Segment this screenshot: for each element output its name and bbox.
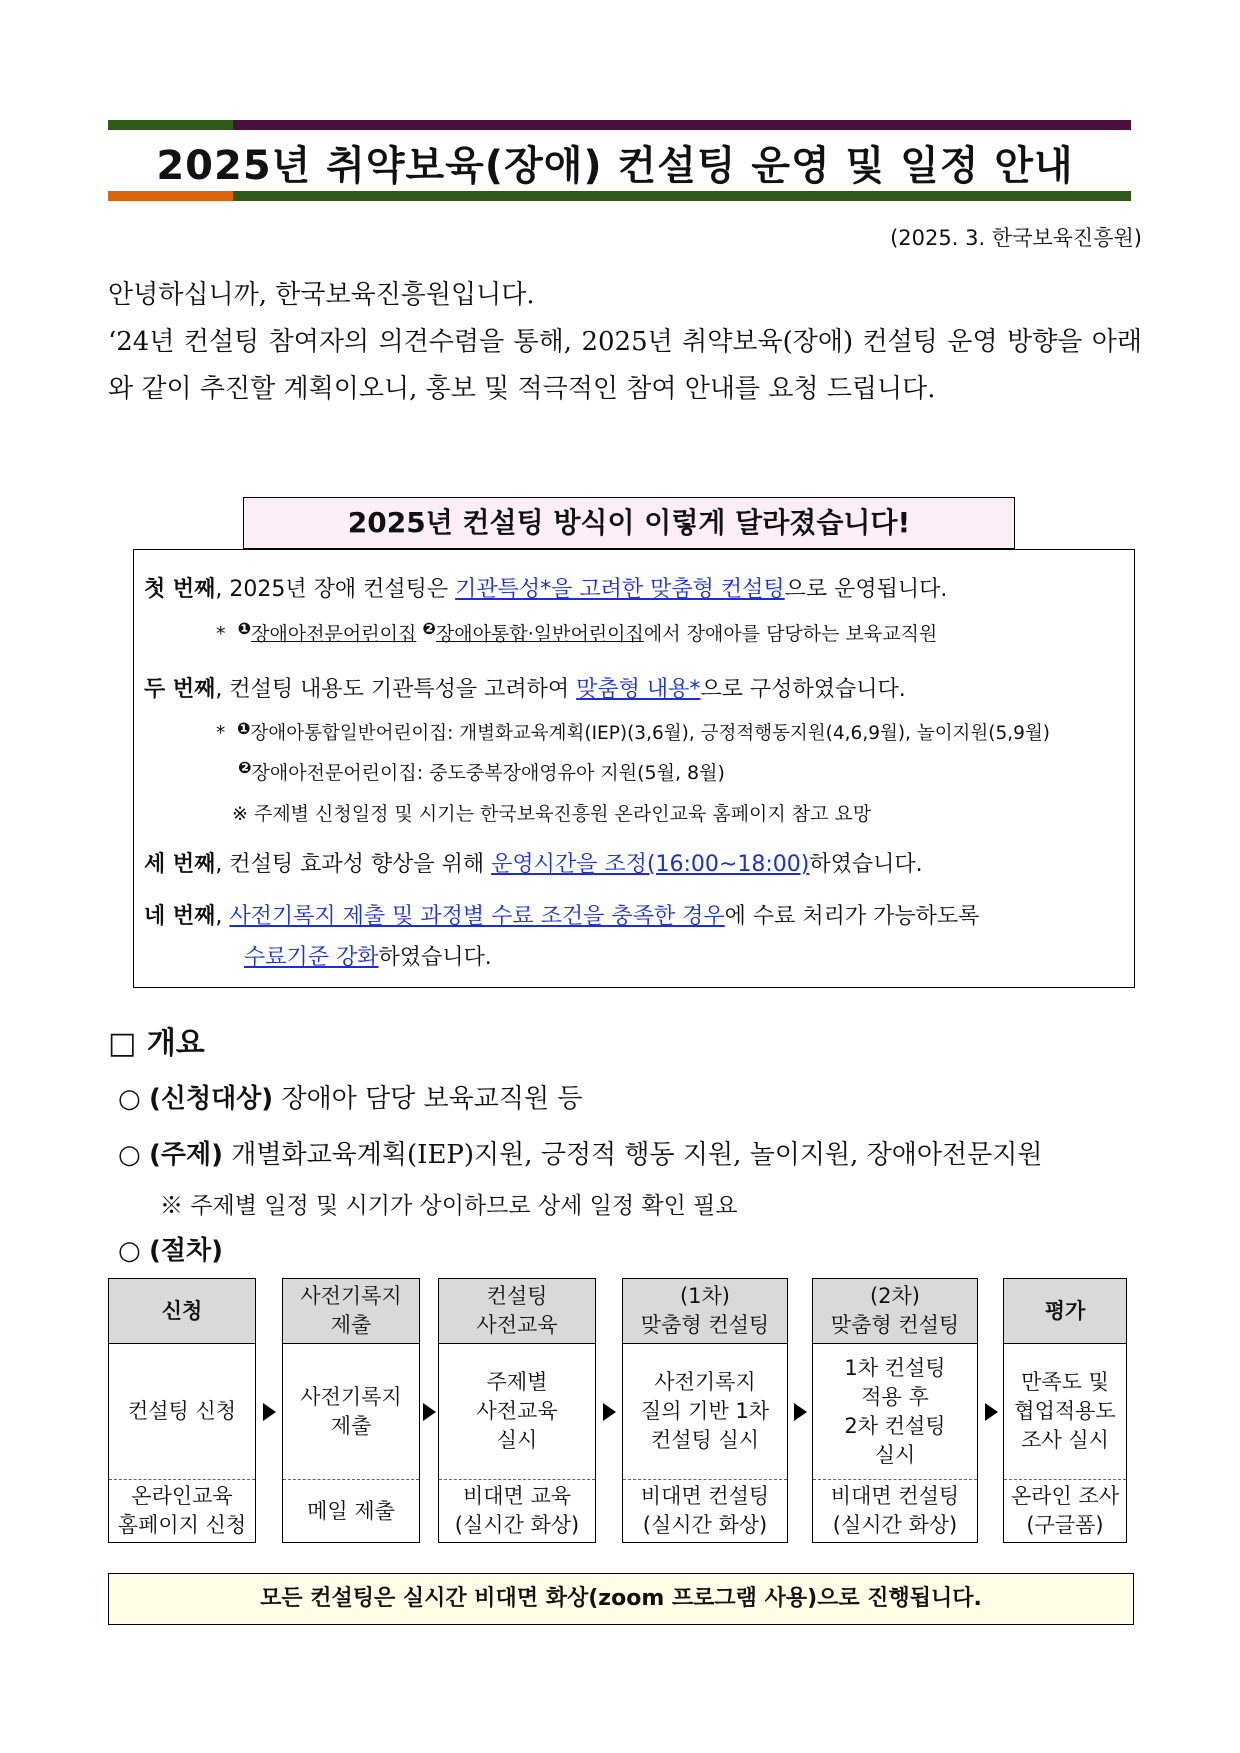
process-step-mid: 컨설팅 신청 (109, 1344, 255, 1480)
arrow-right-icon (985, 1403, 998, 1421)
process-step (438, 1278, 596, 1543)
process-step (108, 1278, 256, 1543)
second-label: 두 번째 (144, 677, 216, 702)
title-bottom-bar-right (233, 191, 1131, 201)
first-note-a: 장애아전문어린이집 (251, 623, 417, 645)
process-step (1003, 1278, 1127, 1543)
number-1-icon: ❶ (237, 719, 251, 738)
second-note-3: ※ 주제별 신청일정 및 시기는 한국보육진흥원 온라인교육 홈페이지 참고 요망 (232, 803, 872, 825)
highlight-title: 2025년 컨설팅 방식이 이렇게 달라졌습니다! (243, 497, 1015, 549)
arrow-right-icon (603, 1403, 616, 1421)
process-step-bot: 비대면 컨설팅 (실시간 화상) (640, 1484, 770, 1537)
fourth-post: 에 수료 처리가 가능하도록 (724, 904, 980, 929)
process-step-bot: 메일 제출 (307, 1498, 395, 1523)
second-change (144, 672, 906, 703)
arrow-right-icon (263, 1403, 276, 1421)
fourth-label: 네 번째 (144, 904, 216, 929)
page-title: 2025년 취약보육(장애) 컨설팅 운영 및 일정 안내 (156, 143, 1074, 189)
third-change (144, 847, 923, 878)
topic-label: (주제) (148, 1140, 223, 1170)
first-link: 기관특성*을 고려한 맞춤형 컨설팅 (455, 577, 785, 602)
second-note-1 (216, 719, 1050, 745)
process-step-head: 신청 (109, 1279, 255, 1344)
topic-line (118, 1134, 1043, 1171)
second-note-2 (238, 758, 725, 785)
process-step-mid: 만족도 및 협업적용도 조사 실시 (1004, 1344, 1126, 1480)
circle-bullet-icon: ○ (118, 1140, 141, 1170)
process-step-head: (2차) 맞춤형 컨설팅 (813, 1279, 977, 1344)
third-link: 운영시간을 조정(16:00~18:00) (491, 852, 810, 877)
process-step-head: 사전기록지 제출 (283, 1279, 419, 1344)
arrow-right-icon (794, 1403, 807, 1421)
process-step (812, 1278, 978, 1543)
process-step-bot: 온라인 조사 (구글폼) (1010, 1484, 1120, 1537)
number-1-icon: ❶ (237, 619, 252, 638)
process-step-bot: 비대면 교육 (실시간 화상) (454, 1484, 580, 1537)
target-line (118, 1078, 583, 1115)
third-label: 세 번째 (144, 852, 216, 877)
second-link: 맞춤형 내용* (576, 677, 701, 702)
third-post: 하였습니다. (809, 852, 923, 877)
fourth-cont-link: 수료기준 강화 (244, 945, 379, 970)
process-step-head: (1차) 맞춤형 컨설팅 (623, 1279, 787, 1344)
first-post: 으로 운영됩니다. (784, 577, 948, 602)
second-note-1-text: 장애아통합일반어린이집: 개별화교육계획(IEP)(3,6월), 긍정적행동지원(4,6,9월), 놀이지원(5,9월) (250, 723, 1051, 744)
process-step-bot: 온라인교육 홈페이지 신청 (117, 1484, 247, 1537)
process-line (118, 1230, 223, 1267)
target-text: 장애아 담당 보육교직원 등 (281, 1084, 583, 1114)
process-step-head: 컨설팅 사전교육 (439, 1279, 595, 1344)
fourth-change-cont (244, 940, 492, 971)
first-note-rest: 에서 장애아를 담당하는 보육교직원 (643, 623, 938, 645)
number-2-icon: ❷ (238, 758, 252, 777)
fourth-cont-post: 하였습니다. (378, 945, 492, 970)
second-note-2-text: 장애아전문어린이집: 중도중복장애영유아 지원(5월, 8월) (251, 762, 725, 784)
topic-text: 개별화교육계획(IEP)지원, 긍정적 행동 지원, 놀이지원, 장애아전문지원 (231, 1140, 1043, 1170)
process-step (622, 1278, 788, 1543)
highlight-box (133, 549, 1135, 988)
intro-text (108, 272, 1142, 413)
fourth-pre: , (215, 904, 230, 929)
note-star: * (216, 723, 226, 744)
overview-heading-text: 개요 (146, 1026, 205, 1061)
process-step-mid: 1차 컨설팅 적용 후 2차 컨설팅 실시 (813, 1344, 977, 1480)
first-note (216, 619, 937, 646)
process-step-head: 평가 (1004, 1279, 1126, 1344)
checkbox-square-icon: □ (108, 1026, 137, 1061)
process-label: (절차) (148, 1236, 223, 1266)
number-2-icon: ❷ (422, 619, 436, 638)
first-note-b: 장애아통합·일반어린이집 (435, 623, 644, 645)
third-pre: , 컨설팅 효과성 향상을 위해 (215, 852, 492, 877)
second-post: 으로 구성하였습니다. (700, 677, 906, 702)
overview-heading (108, 1018, 205, 1062)
note-star: * (216, 623, 226, 645)
fourth-change (144, 899, 979, 930)
first-change (144, 572, 947, 603)
greeting: 안녕하십니까, 한국보육진흥원입니다. (108, 280, 535, 310)
title-top-bar-right (233, 120, 1131, 130)
topic-note: ※ 주제별 일정 및 시기가 상이하므로 상세 일정 확인 필요 (160, 1193, 738, 1219)
circle-bullet-icon: ○ (118, 1236, 141, 1266)
first-pre: , 2025년 장애 컨설팅은 (215, 577, 456, 602)
date-line: (2025. 3. 한국보육진흥원) (890, 226, 1142, 250)
circle-bullet-icon: ○ (118, 1084, 141, 1114)
fourth-link: 사전기록지 제출 및 과정별 수료 조건을 충족한 경우 (229, 904, 725, 929)
first-label: 첫 번째 (144, 577, 216, 602)
target-label: (신청대상) (148, 1084, 274, 1114)
second-pre: , 컨설팅 내용도 기관특성을 고려하여 (215, 677, 577, 702)
title-bottom-bar-left (108, 191, 233, 201)
process-step (282, 1278, 420, 1543)
process-step-mid: 사전기록지 제출 (283, 1344, 419, 1480)
title-top-bar-left (108, 120, 233, 130)
intro-body: ‘24년 컨설팅 참여자의 의견수렴을 통해, 2025년 취약보육(장애) 컨설팅 운영 방향을 아래와 같이 추진할 계획이오니, 홍보 및 적극적인 참여 안내를 요청 드립니다. (108, 327, 1142, 404)
process-step-mid: 사전기록지 질의 기반 1차 컨설팅 실시 (623, 1344, 787, 1480)
process-step-bot: 비대면 컨설팅 (실시간 화상) (830, 1484, 960, 1537)
footer-notice: 모든 컨설팅은 실시간 비대면 화상(zoom 프로그램 사용)으로 진행됩니다. (108, 1573, 1134, 1625)
process-step-mid: 주제별 사전교육 실시 (439, 1344, 595, 1480)
arrow-right-icon (423, 1403, 436, 1421)
